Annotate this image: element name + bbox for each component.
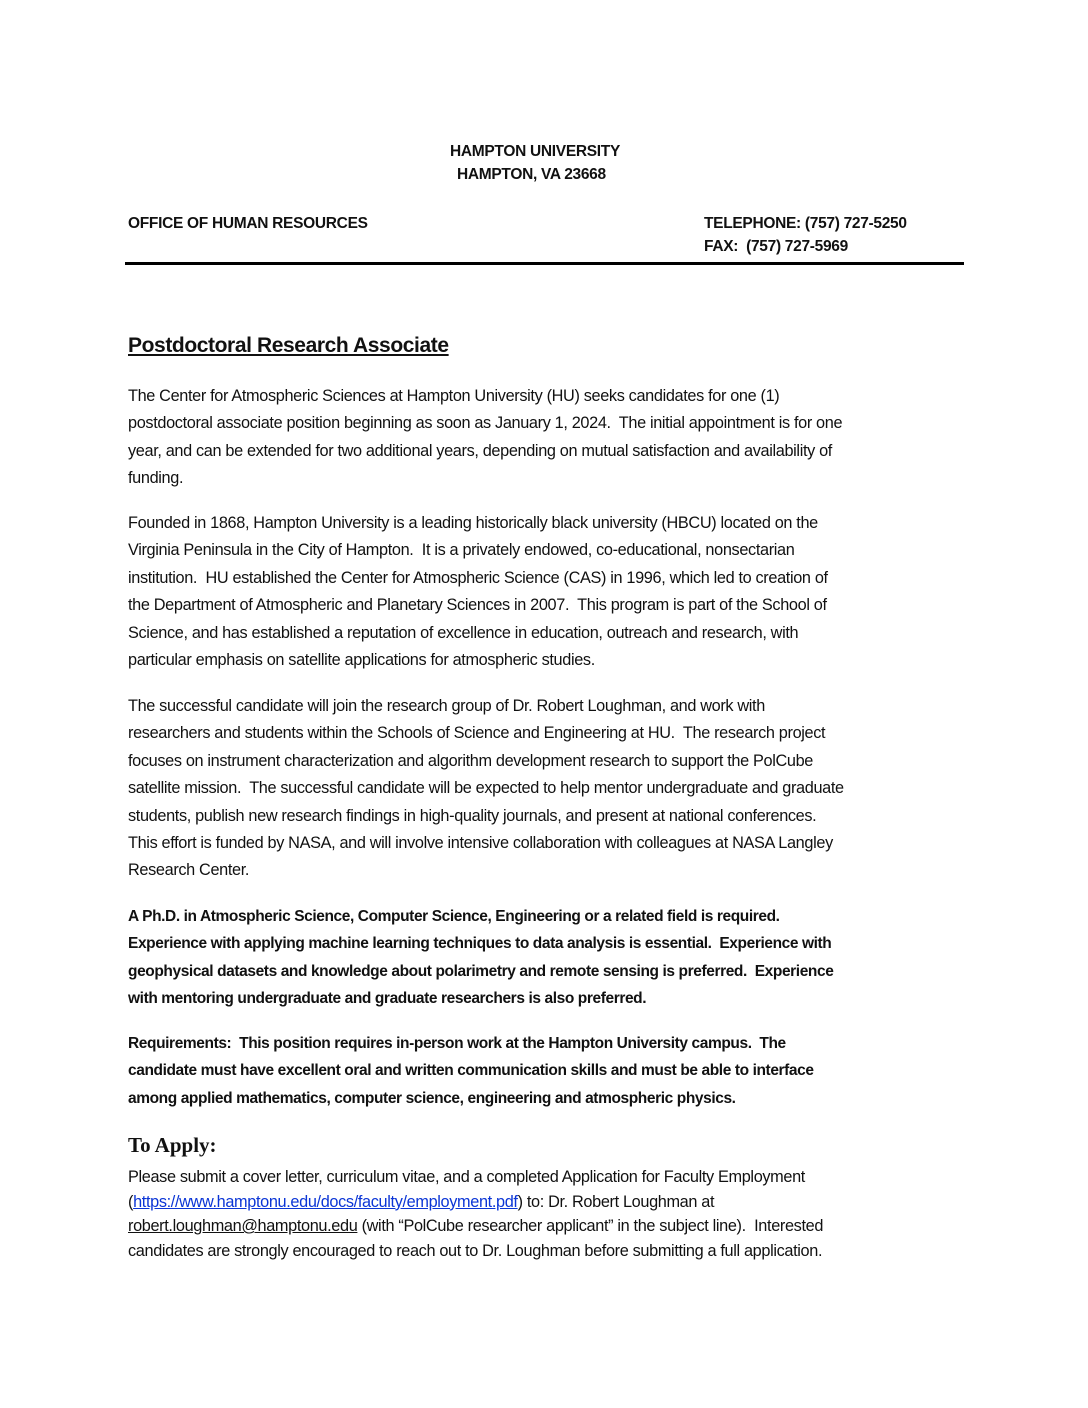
- paragraph-intro: [128, 383, 842, 493]
- paragraph-line: focuses on instrument characterization and algorithm development research to support the PolCube: [128, 751, 813, 770]
- org-address: HAMPTON, VA 23668: [457, 166, 606, 183]
- text: (with “PolCube researcher applicant” in the subject line). Interested: [357, 1217, 824, 1235]
- paragraph-line: This effort is funded by NASA, and will involve intensive collaboration with colleagues at NASA Langley: [128, 834, 833, 853]
- paragraph-line: Virginia Peninsula in the City of Hampton. It is a privately endowed, co-educational, nonsectarian: [128, 541, 795, 560]
- paragraph-line: researchers and students within the Schools of Science and Engineering at HU. The research project: [128, 724, 826, 743]
- paragraph-line: postdoctoral associate position beginning as soon as January 1, 2024. The initial appointment is for one: [128, 414, 843, 433]
- paragraph-requirements: [128, 1030, 814, 1112]
- paragraph-line: Research Center.: [128, 861, 250, 880]
- office-name: OFFICE OF HUMAN RESOURCES: [128, 215, 368, 232]
- apply-line: [128, 1190, 823, 1215]
- paragraph-line: among applied mathematics, computer science, engineering and atmospheric physics.: [128, 1089, 736, 1107]
- paragraph-line: year, and can be extended for two additional years, depending on mutual satisfaction and availability of: [128, 441, 832, 460]
- paragraph-line: with mentoring undergraduate and graduate researchers is also preferred.: [128, 990, 647, 1008]
- paragraph-line: particular emphasis on satellite applications for atmospheric studies.: [128, 651, 595, 670]
- email-link[interactable]: robert.loughman@hamptonu.edu: [128, 1217, 358, 1235]
- paragraph-role: [128, 693, 844, 885]
- apply-line: [128, 1214, 823, 1239]
- paragraph-qualifications: [128, 903, 833, 1013]
- apply-paragraph: [128, 1165, 823, 1263]
- page-title: Postdoctoral Research Associate: [128, 334, 449, 357]
- to-apply-heading: To Apply:: [128, 1133, 217, 1157]
- paragraph-line: satellite mission. The successful candidate will be expected to help mentor undergraduate and graduate: [128, 779, 844, 798]
- paragraph-line: candidate must have excellent oral and written communication skills and must be able to interface: [128, 1062, 814, 1080]
- apply-line: candidates are strongly encouraged to reach out to Dr. Loughman before submitting a full application.: [128, 1241, 823, 1260]
- paragraph-line: The successful candidate will join the research group of Dr. Robert Loughman, and work with: [128, 697, 765, 715]
- paragraph-line: students, publish new research findings in high-quality journals, and present at national conferences.: [128, 806, 817, 825]
- paragraph-line: Requirements: This position requires in-person work at the Hampton University campus. The: [128, 1035, 786, 1052]
- text: ) to: Dr. Robert Loughman at: [517, 1192, 715, 1211]
- paragraph-line: A Ph.D. in Atmospheric Science, Computer Science, Engineering or a related field is required.: [128, 908, 780, 925]
- paragraph-line: geophysical datasets and knowledge about polarimetry and remote sensing is preferred. Experience: [128, 962, 834, 980]
- telephone: TELEPHONE: (757) 727-5250: [704, 215, 907, 232]
- paragraph-line: Experience with applying machine learning techniques to data analysis is essential. Experience with: [128, 935, 832, 953]
- paragraph-line: institution. HU established the Center for Atmospheric Science (CAS) in 1996, which led to creation of: [128, 568, 828, 587]
- fax: FAX: (757) 727-5969: [704, 238, 848, 255]
- apply-line: Please submit a cover letter, curriculum vitae, and a completed Application for Faculty Employment: [128, 1168, 805, 1186]
- header-divider: [125, 262, 964, 265]
- org-name: HAMPTON UNIVERSITY: [450, 143, 620, 160]
- text: (: [128, 1192, 134, 1211]
- paragraph-about-hu: [128, 510, 828, 674]
- paragraph-line: Science, and has established a reputation of excellence in education, outreach and research, with: [128, 623, 799, 642]
- paragraph-line: Founded in 1868, Hampton University is a leading historically black university (HBCU) located on the: [128, 514, 818, 532]
- paragraph-line: the Department of Atmospheric and Planetary Sciences in 2007. This program is part of the School of: [128, 596, 827, 615]
- employment-form-link[interactable]: https://www.hamptonu.edu/docs/faculty/employment.pdf: [133, 1192, 518, 1211]
- paragraph-line: funding.: [128, 469, 184, 488]
- paragraph-line: The Center for Atmospheric Sciences at Hampton University (HU) seeks candidates for one (1): [128, 387, 780, 405]
